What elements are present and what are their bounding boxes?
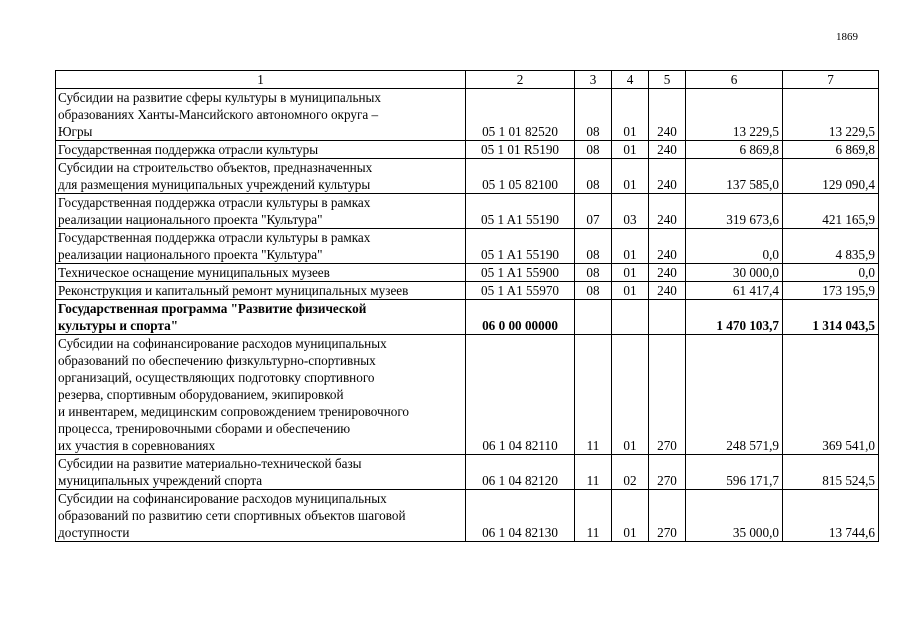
expense-type-cell <box>649 300 686 335</box>
amount-col7-cell: 421 165,9 <box>783 194 879 229</box>
amount-col7-cell: 0,0 <box>783 264 879 282</box>
row-name-cell <box>56 282 466 300</box>
amount-col6-cell: 248 571,9 <box>686 335 783 455</box>
amount-col7-cell: 1 314 043,5 <box>783 300 879 335</box>
row-name-cell <box>56 264 466 282</box>
budget-code-cell: 06 0 00 00000 <box>466 300 575 335</box>
subsection-cell: 01 <box>612 89 649 141</box>
row-name-line: культуры и спорта" <box>58 318 179 333</box>
header-col-6: 6 <box>686 71 783 89</box>
row-name-cell <box>56 159 466 194</box>
expense-type-cell: 240 <box>649 141 686 159</box>
section-cell: 08 <box>575 159 612 194</box>
section-cell: 08 <box>575 89 612 141</box>
page-number: 1869 <box>836 31 858 43</box>
row-name-line: организаций, осуществляющих подготовку спортивного <box>58 370 375 385</box>
row-name-cell <box>56 229 466 264</box>
expense-type-cell: 240 <box>649 229 686 264</box>
table-row <box>56 300 879 335</box>
row-name-line: муниципальных учреждений спорта <box>58 473 263 488</box>
row-name-line: доступности <box>58 525 130 540</box>
table-row <box>56 455 879 490</box>
table-row <box>56 194 879 229</box>
row-name-line: Субсидии на софинансирование расходов муниципальных <box>58 491 387 506</box>
row-name-line: Техническое оснащение муниципальных музеев <box>58 265 330 280</box>
row-name-line: образований по обеспечению физкультурно-спортивных <box>58 353 376 368</box>
expense-type-cell: 240 <box>649 89 686 141</box>
section-cell <box>575 300 612 335</box>
section-cell: 07 <box>575 194 612 229</box>
row-name-line: Государственная поддержка отрасли культуры в рамках <box>58 195 371 210</box>
amount-col7-cell: 815 524,5 <box>783 455 879 490</box>
expense-type-cell: 270 <box>649 335 686 455</box>
row-name-cell <box>56 455 466 490</box>
budget-code-cell: 05 1 A1 55900 <box>466 264 575 282</box>
budget-code-cell: 05 1 A1 55190 <box>466 194 575 229</box>
row-name-line: и инвентарем, медицинским сопровождением тренировочного <box>58 404 410 419</box>
header-col-5: 5 <box>649 71 686 89</box>
subsection-cell: 01 <box>612 159 649 194</box>
expense-type-cell: 240 <box>649 282 686 300</box>
amount-col6-cell: 61 417,4 <box>686 282 783 300</box>
row-name-line: Субсидии на развитие сферы культуры в муниципальных <box>58 90 381 105</box>
row-name-line: реализации национального проекта "Культура" <box>58 212 323 227</box>
subsection-cell: 03 <box>612 194 649 229</box>
budget-code-cell: 05 1 A1 55970 <box>466 282 575 300</box>
amount-col7-cell: 369 541,0 <box>783 335 879 455</box>
amount-col7-cell: 4 835,9 <box>783 229 879 264</box>
amount-col7-cell: 13 744,6 <box>783 490 879 542</box>
budget-code-cell: 05 1 01 82520 <box>466 89 575 141</box>
subsection-cell: 02 <box>612 455 649 490</box>
amount-col6-cell: 6 869,8 <box>686 141 783 159</box>
amount-col6-cell: 1 470 103,7 <box>686 300 783 335</box>
amount-col6-cell: 596 171,7 <box>686 455 783 490</box>
row-name-line: их участия в соревнованиях <box>58 438 216 453</box>
subsection-cell: 01 <box>612 264 649 282</box>
budget-code-cell: 06 1 04 82130 <box>466 490 575 542</box>
row-name-line: Государственная поддержка отрасли культуры в рамках <box>58 230 371 245</box>
amount-col7-cell: 6 869,8 <box>783 141 879 159</box>
table-header-row <box>56 71 879 89</box>
amount-col7-cell: 129 090,4 <box>783 159 879 194</box>
row-name-line: Государственная поддержка отрасли культуры <box>58 142 319 157</box>
expense-type-cell: 240 <box>649 264 686 282</box>
header-col-1: 1 <box>56 71 466 89</box>
row-name-cell <box>56 194 466 229</box>
budget-code-cell: 05 1 A1 55190 <box>466 229 575 264</box>
row-name-line: процесса, тренировочными сборами и обеспечению <box>58 421 351 436</box>
table-row <box>56 335 879 455</box>
header-col-3: 3 <box>575 71 612 89</box>
amount-col6-cell: 13 229,5 <box>686 89 783 141</box>
section-cell: 11 <box>575 335 612 455</box>
header-col-2: 2 <box>466 71 575 89</box>
amount-col6-cell: 35 000,0 <box>686 490 783 542</box>
row-name-line: Реконструкция и капитальный ремонт муниципальных музеев <box>58 283 409 298</box>
section-cell: 08 <box>575 229 612 264</box>
amount-col7-cell: 13 229,5 <box>783 89 879 141</box>
table-row <box>56 229 879 264</box>
row-name-line: образованиях Ханты-Мансийского автономного округа – <box>58 107 379 122</box>
budget-code-cell: 05 1 05 82100 <box>466 159 575 194</box>
row-name-line: образований по развитию сети спортивных объектов шаговой <box>58 508 406 523</box>
amount-col6-cell: 319 673,6 <box>686 194 783 229</box>
table-row <box>56 264 879 282</box>
expense-type-cell: 240 <box>649 194 686 229</box>
section-cell: 11 <box>575 490 612 542</box>
header-col-7: 7 <box>783 71 879 89</box>
amount-col6-cell: 0,0 <box>686 229 783 264</box>
row-name-cell <box>56 335 466 455</box>
section-cell: 08 <box>575 141 612 159</box>
section-cell: 08 <box>575 282 612 300</box>
row-name-cell <box>56 89 466 141</box>
subsection-cell: 01 <box>612 141 649 159</box>
table-row <box>56 141 879 159</box>
expense-type-cell: 240 <box>649 159 686 194</box>
subsection-cell: 01 <box>612 335 649 455</box>
row-name-line: Югры <box>58 124 93 139</box>
amount-col6-cell: 137 585,0 <box>686 159 783 194</box>
expense-type-cell: 270 <box>649 455 686 490</box>
subsection-cell: 01 <box>612 282 649 300</box>
row-name-cell <box>56 300 466 335</box>
subsection-cell: 01 <box>612 490 649 542</box>
budget-code-cell: 06 1 04 82110 <box>466 335 575 455</box>
section-cell: 11 <box>575 455 612 490</box>
row-name-line: Субсидии на строительство объектов, предназначенных <box>58 160 373 175</box>
row-name-line: Субсидии на софинансирование расходов муниципальных <box>58 336 387 351</box>
budget-code-cell: 05 1 01 R5190 <box>466 141 575 159</box>
subsection-cell: 01 <box>612 229 649 264</box>
header-col-4: 4 <box>612 71 649 89</box>
row-name-line: для размещения муниципальных учреждений культуры <box>58 177 371 192</box>
table-row <box>56 159 879 194</box>
budget-table <box>55 70 879 542</box>
row-name-line: Государственная программа "Развитие физической <box>58 301 367 316</box>
budget-code-cell: 06 1 04 82120 <box>466 455 575 490</box>
row-name-cell <box>56 141 466 159</box>
table-body <box>56 89 879 542</box>
row-name-line: Субсидии на развитие материально-технической базы <box>58 456 362 471</box>
expense-type-cell: 270 <box>649 490 686 542</box>
subsection-cell <box>612 300 649 335</box>
section-cell: 08 <box>575 264 612 282</box>
table-row <box>56 282 879 300</box>
row-name-cell <box>56 490 466 542</box>
amount-col7-cell: 173 195,9 <box>783 282 879 300</box>
table-row <box>56 490 879 542</box>
table-row <box>56 89 879 141</box>
row-name-line: реализации национального проекта "Культура" <box>58 247 323 262</box>
amount-col6-cell: 30 000,0 <box>686 264 783 282</box>
row-name-line: резерва, спортивным оборудованием, экипировкой <box>58 387 344 402</box>
